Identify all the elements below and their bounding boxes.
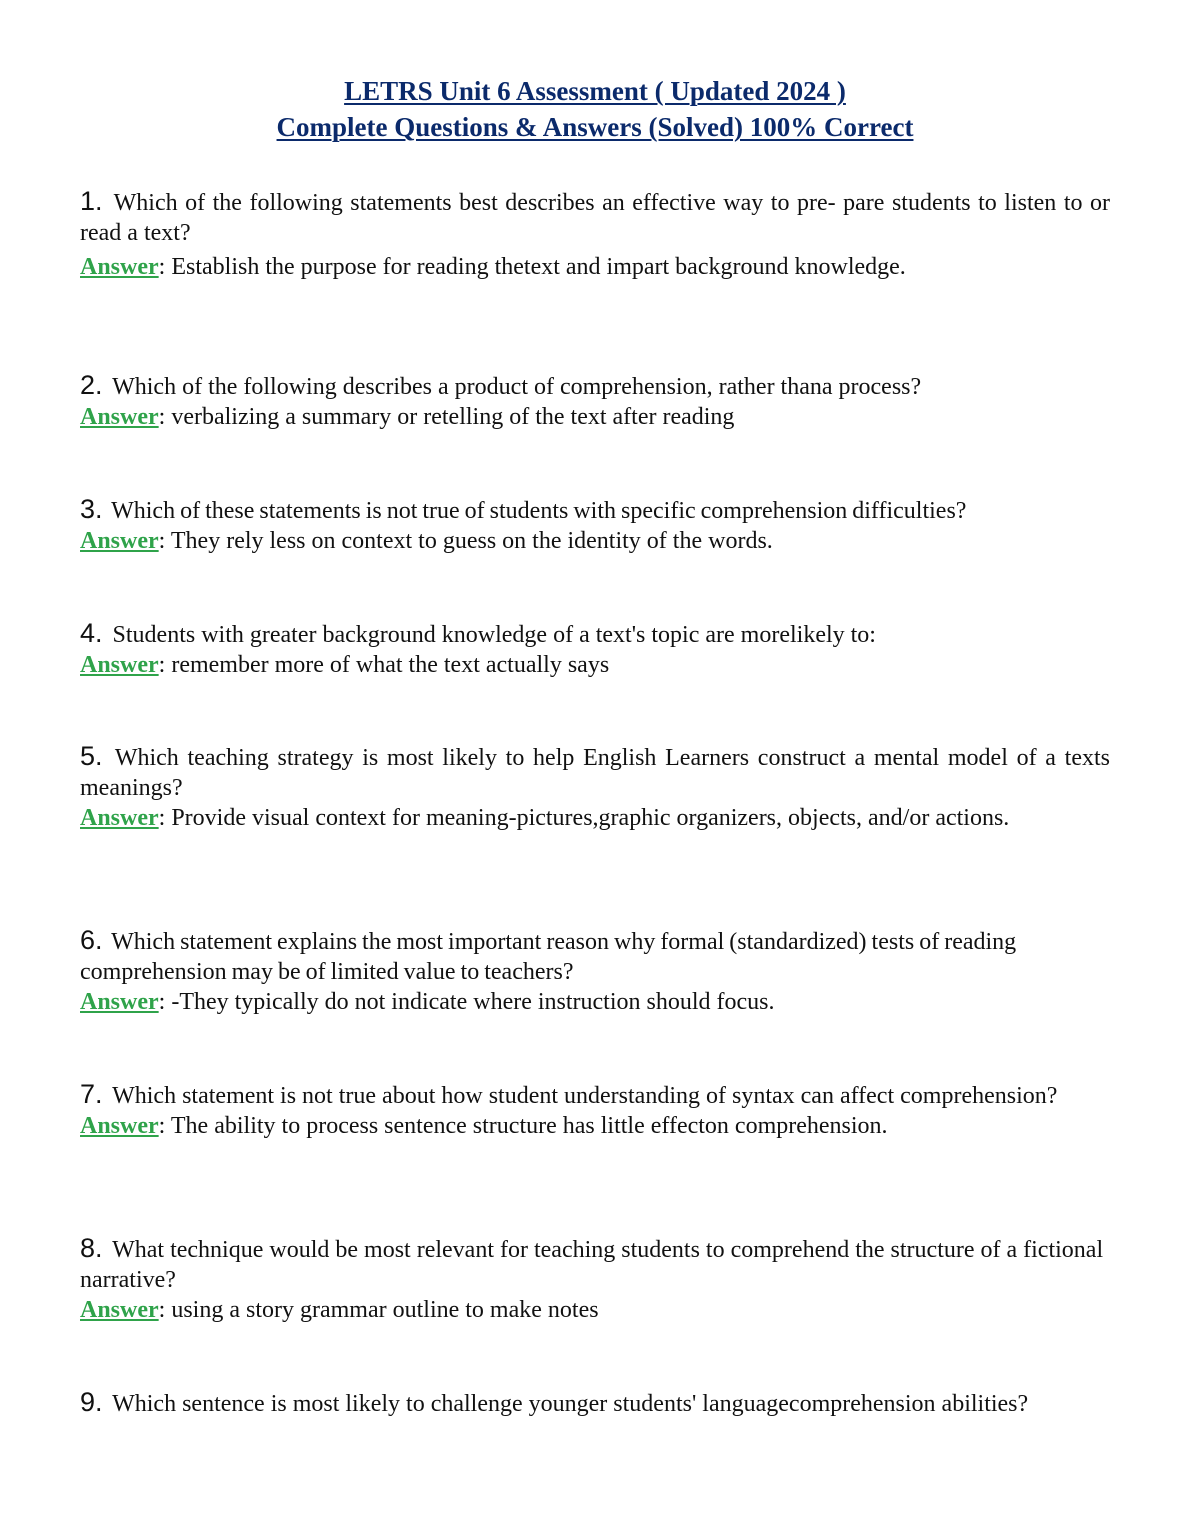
question-number: 6. bbox=[80, 925, 103, 955]
qa-item-8 bbox=[80, 1233, 1110, 1325]
answer-label: Answer bbox=[80, 404, 159, 430]
qa-item-1 bbox=[80, 186, 1110, 282]
qa-item-5 bbox=[80, 741, 1110, 833]
question-text: Which of the following describes a product of comprehension, rather thana process? bbox=[112, 374, 922, 400]
question-5 bbox=[80, 741, 1110, 803]
answer-text: : Establish the purpose for reading thetext and impart background knowledge. bbox=[158, 254, 906, 280]
answer-label: Answer bbox=[80, 1297, 159, 1323]
question-text: Which teaching strategy is most likely to help English Learners construct a mental model of a texts meanings? bbox=[80, 745, 1110, 801]
answer-label: Answer bbox=[80, 1113, 159, 1139]
answer-text: : Provide visual context for meaning-pictures,graphic organizers, objects, and/or actions. bbox=[158, 805, 1010, 831]
question-6 bbox=[80, 925, 1110, 987]
answer-label: Answer bbox=[80, 989, 159, 1015]
question-9 bbox=[80, 1387, 1110, 1419]
answer-label: Answer bbox=[80, 805, 159, 831]
question-7 bbox=[80, 1079, 1110, 1111]
question-number: 3. bbox=[80, 494, 103, 524]
answer-label: Answer bbox=[80, 254, 159, 280]
question-number: 2. bbox=[80, 370, 103, 400]
question-number: 1. bbox=[80, 186, 103, 216]
page-title-line-1: LETRS Unit 6 Assessment ( Updated 2024 ) bbox=[344, 76, 846, 106]
answer-6 bbox=[80, 987, 1110, 1017]
answer-4 bbox=[80, 650, 1110, 680]
answer-text: : -They typically do not indicate where instruction should focus. bbox=[158, 989, 775, 1015]
page-title-line-2: Complete Questions & Answers (Solved) 100% Correct bbox=[276, 112, 914, 142]
answer-text: : The ability to process sentence structure has little effecton comprehension. bbox=[158, 1113, 888, 1139]
answer-5 bbox=[80, 803, 1110, 833]
question-2 bbox=[80, 370, 1110, 402]
answer-text: : using a story grammar outline to make notes bbox=[158, 1297, 599, 1323]
answer-1 bbox=[80, 252, 1110, 282]
answer-2 bbox=[80, 402, 1110, 432]
question-text: Which statement explains the most important reason why formal (standardized) tests of reading comprehension may be of limited value to teachers? bbox=[80, 929, 1017, 985]
question-number: 5. bbox=[80, 741, 103, 771]
question-text: Students with greater background knowledge of a text's topic are morelikely to: bbox=[112, 622, 876, 648]
answer-7 bbox=[80, 1111, 1110, 1141]
question-text: Which of the following statements best describes an effective way to pre- pare students to listen to or read a text? bbox=[80, 190, 1110, 246]
question-text: Which of these statements is not true of students with specific comprehension difficulties? bbox=[111, 498, 967, 524]
qa-item-7 bbox=[80, 1079, 1110, 1141]
question-text: Which statement is not true about how student understanding of syntax can affect comprehension? bbox=[112, 1083, 1058, 1109]
answer-label: Answer bbox=[80, 528, 159, 554]
qa-item-9 bbox=[80, 1387, 1110, 1419]
question-text: What technique would be most relevant for teaching students to comprehend the structure of a fictional narrative? bbox=[80, 1237, 1104, 1293]
question-number: 4. bbox=[80, 618, 103, 648]
qa-item-3 bbox=[80, 494, 1110, 556]
question-number: 8. bbox=[80, 1233, 103, 1263]
question-text: Which sentence is most likely to challenge younger students' languagecomprehension abilities? bbox=[112, 1391, 1029, 1417]
answer-8 bbox=[80, 1295, 1110, 1325]
question-8 bbox=[80, 1233, 1110, 1295]
answer-text: : They rely less on context to guess on the identity of the words. bbox=[158, 528, 773, 554]
answer-3 bbox=[80, 526, 1110, 556]
answer-label: Answer bbox=[80, 652, 159, 678]
answer-text: : verbalizing a summary or retelling of the text after reading bbox=[158, 404, 735, 430]
question-4 bbox=[80, 618, 1110, 650]
question-number: 7. bbox=[80, 1079, 103, 1109]
question-number: 9. bbox=[80, 1387, 103, 1417]
qa-item-6 bbox=[80, 925, 1110, 1017]
question-3 bbox=[80, 494, 1110, 526]
answer-text: : remember more of what the text actually says bbox=[158, 652, 610, 678]
qa-item-2 bbox=[80, 370, 1110, 432]
qa-item-4 bbox=[80, 618, 1110, 680]
question-1 bbox=[80, 186, 1110, 248]
